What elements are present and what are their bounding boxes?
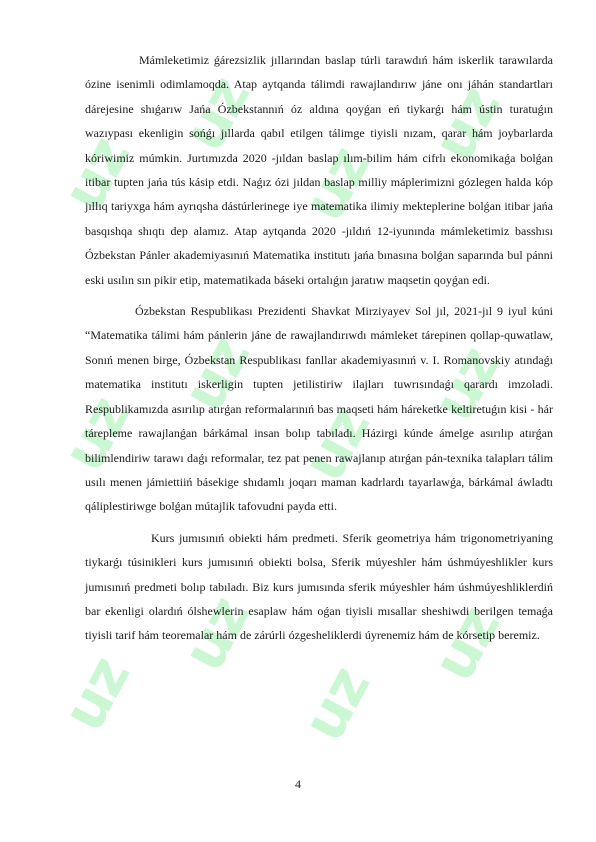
page-number: 4	[295, 777, 301, 791]
paragraph-intro: Mámleketimiz ǵárezsizlik jıllarından baslap túrli tarawdıń hám iskerlik tarawılarda ózine isenimli odimlamoqda. Atap aytqanda tálimdi rawajlandırıw jáne onı jáhán standartları dárejesine shıǵarıw Jańa Ózbekstannıń óz aldına qoyǵan eń tiykarǵı hám ústin turatuǵın wazıypası ekenligin sońǵı jıllarda qabıl etilgen tálimge tiyisli nızam, qarar hám joybarlarda kóriwimiz múmkin. Jurtımızda 2020 -jıldan baslap ılım-bilim hám cifrlı ekonomikaǵa bolǵan itibar tupten jańa tús kásip etdi. Naǵız ózi jıldan baslap milliy máplerimizni gózlegen halda kóp jıllıq tariyxga hám ayrıqsha dástúrlerinege iye matematika ilimiy mekteplerine bolǵan itibar jańa basqıshqa shıqtı dep alamız. Atap aytqanda 2020 -jıldıń 12-iyunında mámleketimiz basshısı Ózbekstan Pánler akademiyasınıń Matematika institutı jańa bınasına bolǵan saparında bul pánni eski usılın sın pikir etip, matematikada báseki ortalıǵın jaratıw maqsetin qoyǵan edi.	[85, 53, 553, 287]
paragraph-course-object: Kurs jumısınıń obiekti hám predmeti. Sferik geometriya hám trigonometriyaning tiykarǵı túsinikleri kurs jumısınıń obiekti bolsa, Sferik múyeshler hám úshmúyeshlikler kurs jumısınıń predmeti bolıp tabıladı. Biz kurs jumısında sferik múyeshler hám úshmúyeshliklerdiń bar ekenligi olardıń ólshewlerin esaplaw hám oǵan tiyisli mısallar sheshiwdi berilgen temaǵa tiyisli tarif hám teoremalar hám de zárúrli ózgesheliklerdi úyrenemiz hám de kórsetip beremiz.	[85, 530, 553, 643]
paragraph-presidential-decree: Ózbekstan Respublikası Prezidenti Shavkat Mirziyayev Sol jıl, 2021-jıl 9 iyul kúni “Matematika tálimi hám pánlerin jáne de rawajlandırıwdı mámleket tárepinen qollap-quwatlaw, Sonıń menen birge, Ózbekstan Respublikası fanllar akademiyasınıń v. I. Romanovskiy atındaǵı matematika institutı iskerligin tupten jetilistiriw ilajları tuwrısındaǵı qarardı imzoladi. Respublikamızda asırılıp atırǵan reformalarınıń bas maqseti hám háreketke keltiretuǵın kisi - hár tárepleme rawajlanǵan bárkámal insan bolıp tabıladı. Házirgi kúnde ámelge asırılıp atırǵan bilimlendiriw tarawı daǵı reformalar, tez pat penen rawajlanıp atırǵan pán-texnika talapları tálim usılı menen jámiettiiń básekige shıdamlı joqarı maman kadrlardı tayarlawǵa, bárkámal áwladtı qáliplestiriwge bolǵan mútajlik tafovudni payda etti.	[85, 304, 553, 514]
watermark: uz uz uz uz uz uz uz uz uz uz uz uz	[48, 66, 513, 752]
document-body	[85, 48, 553, 655]
